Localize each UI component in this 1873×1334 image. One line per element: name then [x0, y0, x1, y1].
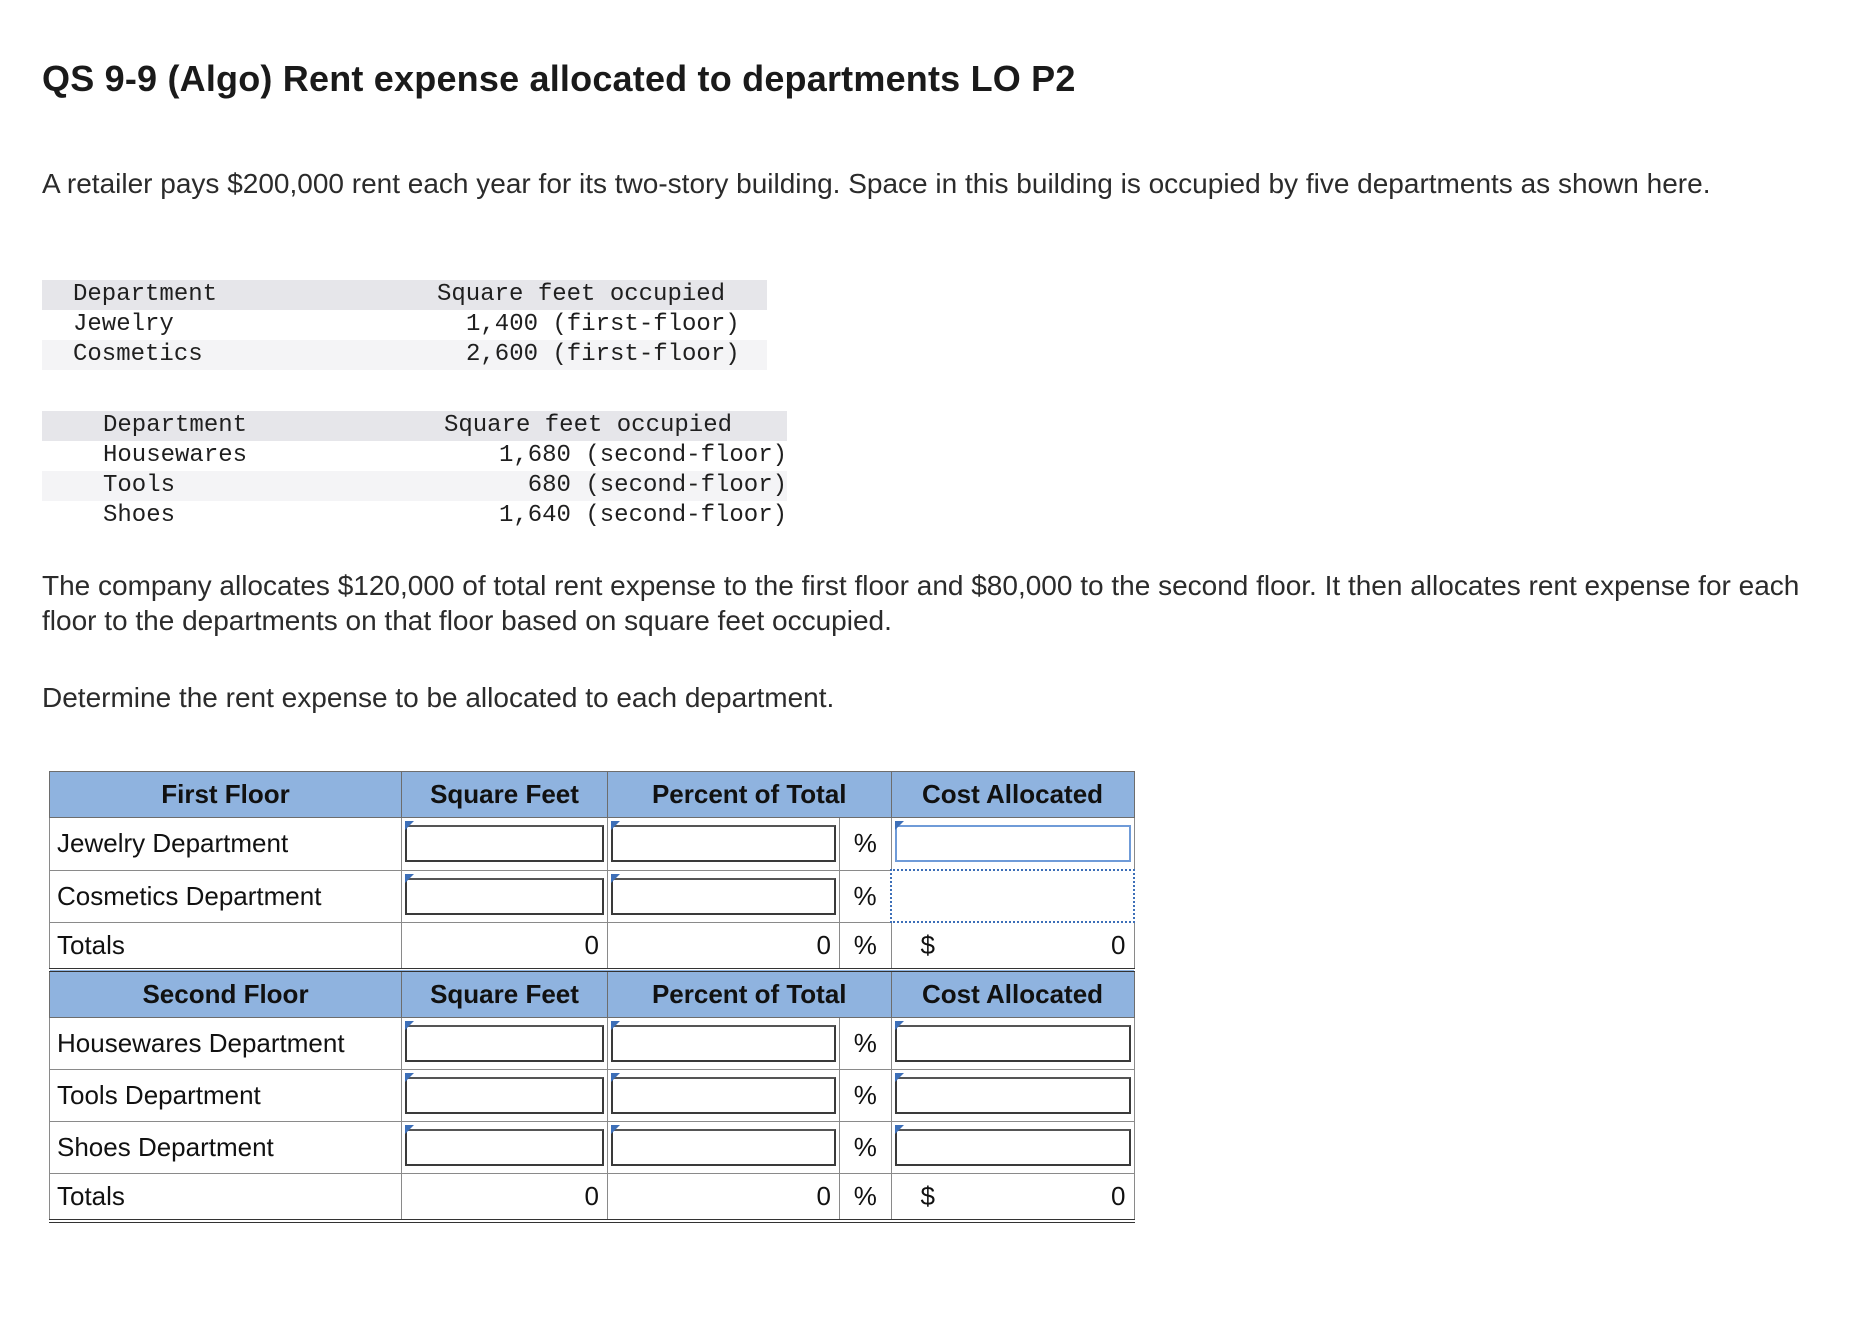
tools-sqft-input[interactable]: [402, 1070, 608, 1122]
shoes-cost-input[interactable]: [891, 1122, 1134, 1174]
percent-sign: %: [840, 1018, 892, 1070]
cosmetics-percent-input[interactable]: [608, 870, 840, 922]
housewares-percent-input[interactable]: [608, 1018, 840, 1070]
given-department: Jewelry: [73, 311, 174, 338]
tools-percent-input[interactable]: [608, 1070, 840, 1122]
total-cost: $ 0: [891, 922, 1134, 970]
given-floor: (second-floor): [585, 442, 787, 469]
jewelry-cost-input[interactable]: [891, 818, 1134, 871]
row-label-housewares: Housewares Department: [50, 1018, 402, 1070]
total-cost: $ 0: [891, 1174, 1134, 1222]
total-sqft: 0: [402, 922, 608, 970]
total-percent: 0: [608, 1174, 840, 1222]
given-header-row: [42, 411, 787, 441]
table-row: [50, 1018, 1135, 1070]
total-percent: 0: [608, 922, 840, 970]
allocation-text: The company allocates $120,000 of total rent expense to the first floor and $80,000 to the second floor. It then allocates rent expense for each floor to the departments on that floor based on square feet occupied.: [42, 570, 1800, 636]
given-department: Shoes: [103, 502, 176, 529]
housewares-cost-input[interactable]: [891, 1018, 1134, 1070]
square-feet-header: Square Feet: [402, 970, 608, 1018]
totals-label: Totals: [50, 1174, 402, 1222]
table-row: [50, 1070, 1135, 1122]
given-sqft: 1,400: [465, 311, 538, 338]
given-sqft: 2,600: [465, 341, 538, 368]
given-department: Housewares: [103, 442, 248, 469]
instruction-text: Determine the rent expense to be allocated to each department.: [42, 682, 835, 713]
second-floor-header: Second Floor: [50, 970, 402, 1018]
percent-sign: %: [840, 1070, 892, 1122]
given-floor: (first-floor): [552, 341, 740, 368]
row-label-tools: Tools Department: [50, 1070, 402, 1122]
table-row: [50, 1122, 1135, 1174]
cost-allocated-header: Cost Allocated: [891, 772, 1134, 818]
second-floor-given-table: [42, 411, 787, 531]
given-row: [42, 310, 767, 340]
square-feet-header: Square Feet: [402, 772, 608, 818]
cosmetics-sqft-input[interactable]: [402, 870, 608, 922]
percent-sign: %: [840, 870, 892, 922]
given-header-department: Department: [42, 280, 431, 310]
given-sqft: 680: [527, 472, 571, 499]
intro-text: A retailer pays $200,000 rent each year for its two-story building. Space in this building is occupied by five departments as shown here.: [42, 168, 1711, 199]
given-sqft: 1,640: [498, 502, 571, 529]
table-row: [50, 870, 1135, 922]
given-row: [42, 471, 787, 501]
given-header-department: Department: [42, 411, 440, 441]
cost-allocated-header: Cost Allocated: [891, 970, 1134, 1018]
given-header-sqft: Square feet occupied: [440, 411, 787, 441]
allocation-worksheet: [49, 771, 1135, 1223]
given-header-row: [42, 280, 767, 310]
tools-cost-input[interactable]: [891, 1070, 1134, 1122]
percent-sign: %: [840, 818, 892, 871]
dollar-sign: $: [920, 930, 935, 960]
first-floor-header: First Floor: [50, 772, 402, 818]
given-sqft: 1,680: [498, 442, 571, 469]
shoes-sqft-input[interactable]: [402, 1122, 608, 1174]
page-title: QS 9-9 (Algo) Rent expense allocated to departments LO P2: [42, 58, 1076, 99]
given-header-sqft: Square feet occupied: [431, 280, 767, 310]
row-label-jewelry: Jewelry Department: [50, 818, 402, 871]
given-department: Cosmetics: [42, 340, 431, 370]
first-floor-header-row: [50, 772, 1135, 818]
percent-of-total-header: Percent of Total: [608, 772, 892, 818]
table-row: [50, 818, 1135, 871]
jewelry-sqft-input[interactable]: [402, 818, 608, 871]
cosmetics-cost-cell[interactable]: [891, 870, 1134, 922]
first-floor-given-table: [42, 280, 767, 370]
percent-of-total-header: Percent of Total: [608, 970, 892, 1018]
given-floor: (second-floor): [585, 472, 787, 499]
percent-sign: %: [840, 922, 892, 970]
second-floor-totals-row: [50, 1174, 1135, 1222]
housewares-sqft-input[interactable]: [402, 1018, 608, 1070]
percent-sign: %: [840, 1174, 892, 1222]
given-row: [42, 340, 767, 370]
jewelry-percent-input[interactable]: [608, 818, 840, 871]
dollar-sign: $: [920, 1181, 935, 1211]
given-floor: (first-floor): [552, 311, 740, 338]
row-label-shoes: Shoes Department: [50, 1122, 402, 1174]
shoes-percent-input[interactable]: [608, 1122, 840, 1174]
given-department: Tools: [42, 471, 440, 501]
first-floor-totals-row: [50, 922, 1135, 970]
given-floor: (second-floor): [585, 502, 787, 529]
given-row: [42, 441, 787, 471]
total-sqft: 0: [402, 1174, 608, 1222]
given-row: [42, 501, 787, 531]
percent-sign: %: [840, 1122, 892, 1174]
second-floor-header-row: [50, 970, 1135, 1018]
totals-label: Totals: [50, 922, 402, 970]
row-label-cosmetics: Cosmetics Department: [50, 870, 402, 922]
